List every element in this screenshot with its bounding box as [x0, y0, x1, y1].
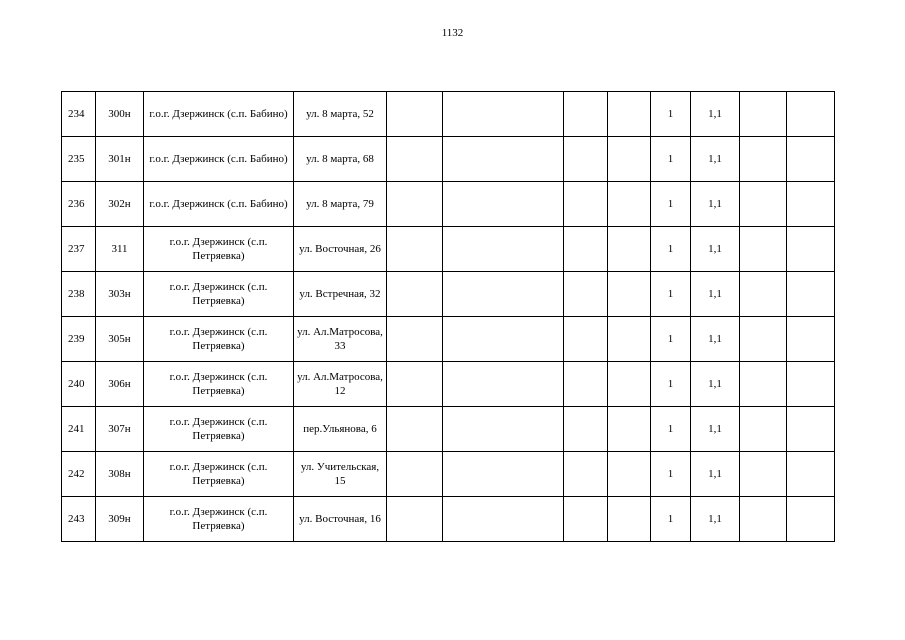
count-cell: 1 — [651, 497, 691, 542]
row-number-cell: 234 — [62, 92, 96, 137]
empty-cell — [740, 227, 787, 272]
empty-cell — [608, 317, 651, 362]
settlement-cell: г.о.г. Дзержинск (с.п. Петряевка) — [144, 317, 294, 362]
value-cell: 1,1 — [691, 137, 740, 182]
object-code-cell: 307н — [96, 407, 144, 452]
empty-cell — [740, 362, 787, 407]
value-cell: 1,1 — [691, 92, 740, 137]
empty-cell — [787, 92, 835, 137]
empty-cell — [740, 272, 787, 317]
empty-cell — [564, 272, 608, 317]
empty-cell — [787, 227, 835, 272]
empty-cell — [608, 362, 651, 407]
address-cell: ул. Учительская, 15 — [294, 452, 387, 497]
count-cell: 1 — [651, 452, 691, 497]
address-cell: ул. 8 марта, 79 — [294, 182, 387, 227]
empty-cell — [740, 317, 787, 362]
object-code-cell: 301н — [96, 137, 144, 182]
empty-cell — [787, 497, 835, 542]
registry-table-body — [62, 92, 835, 542]
address-cell: ул. Восточная, 16 — [294, 497, 387, 542]
address-cell: ул. 8 марта, 68 — [294, 137, 387, 182]
empty-cell — [564, 182, 608, 227]
empty-cell — [740, 137, 787, 182]
table-row — [62, 317, 835, 362]
count-cell: 1 — [651, 317, 691, 362]
empty-cell — [787, 362, 835, 407]
count-cell: 1 — [651, 92, 691, 137]
empty-cell — [740, 182, 787, 227]
value-cell: 1,1 — [691, 182, 740, 227]
address-cell: ул. Ал.Матросова, 33 — [294, 317, 387, 362]
table-row — [62, 497, 835, 542]
address-cell: ул. 8 марта, 52 — [294, 92, 387, 137]
empty-cell — [564, 407, 608, 452]
empty-cell — [787, 272, 835, 317]
empty-cell — [608, 272, 651, 317]
row-number-cell: 238 — [62, 272, 96, 317]
row-number-cell: 235 — [62, 137, 96, 182]
empty-cell — [443, 407, 564, 452]
value-cell: 1,1 — [691, 497, 740, 542]
table-row — [62, 452, 835, 497]
empty-cell — [387, 227, 443, 272]
empty-cell — [787, 182, 835, 227]
table-row — [62, 92, 835, 137]
empty-cell — [740, 452, 787, 497]
table-row — [62, 362, 835, 407]
value-cell: 1,1 — [691, 362, 740, 407]
count-cell: 1 — [651, 272, 691, 317]
settlement-cell: г.о.г. Дзержинск (с.п. Бабино) — [144, 92, 294, 137]
empty-cell — [443, 272, 564, 317]
count-cell: 1 — [651, 407, 691, 452]
settlement-cell: г.о.г. Дзержинск (с.п. Петряевка) — [144, 227, 294, 272]
empty-cell — [443, 497, 564, 542]
empty-cell — [387, 317, 443, 362]
empty-cell — [787, 407, 835, 452]
settlement-cell: г.о.г. Дзержинск (с.п. Петряевка) — [144, 272, 294, 317]
empty-cell — [387, 137, 443, 182]
empty-cell — [740, 497, 787, 542]
empty-cell — [608, 137, 651, 182]
address-cell: ул. Ал.Матросова, 12 — [294, 362, 387, 407]
settlement-cell: г.о.г. Дзержинск (с.п. Петряевка) — [144, 407, 294, 452]
empty-cell — [387, 407, 443, 452]
registry-table — [61, 91, 835, 542]
empty-cell — [564, 497, 608, 542]
table-row — [62, 137, 835, 182]
empty-cell — [387, 452, 443, 497]
empty-cell — [443, 227, 564, 272]
row-number-cell: 242 — [62, 452, 96, 497]
object-code-cell: 311 — [96, 227, 144, 272]
settlement-cell: г.о.г. Дзержинск (с.п. Петряевка) — [144, 497, 294, 542]
count-cell: 1 — [651, 137, 691, 182]
object-code-cell: 309н — [96, 497, 144, 542]
address-cell: ул. Встречная, 32 — [294, 272, 387, 317]
row-number-cell: 240 — [62, 362, 96, 407]
empty-cell — [608, 227, 651, 272]
empty-cell — [443, 92, 564, 137]
empty-cell — [443, 452, 564, 497]
empty-cell — [564, 92, 608, 137]
empty-cell — [608, 497, 651, 542]
value-cell: 1,1 — [691, 317, 740, 362]
settlement-cell: г.о.г. Дзержинск (с.п. Петряевка) — [144, 362, 294, 407]
table-row — [62, 272, 835, 317]
empty-cell — [387, 272, 443, 317]
empty-cell — [608, 182, 651, 227]
empty-cell — [387, 92, 443, 137]
address-cell: пер.Ульянова, 6 — [294, 407, 387, 452]
empty-cell — [387, 182, 443, 227]
object-code-cell: 306н — [96, 362, 144, 407]
value-cell: 1,1 — [691, 272, 740, 317]
empty-cell — [443, 137, 564, 182]
empty-cell — [787, 137, 835, 182]
address-cell: ул. Восточная, 26 — [294, 227, 387, 272]
empty-cell — [564, 227, 608, 272]
empty-cell — [740, 407, 787, 452]
empty-cell — [387, 362, 443, 407]
empty-cell — [443, 182, 564, 227]
table-row — [62, 182, 835, 227]
object-code-cell: 303н — [96, 272, 144, 317]
value-cell: 1,1 — [691, 407, 740, 452]
empty-cell — [787, 452, 835, 497]
row-number-cell: 236 — [62, 182, 96, 227]
page-number: 1132 — [441, 27, 464, 39]
value-cell: 1,1 — [691, 452, 740, 497]
row-number-cell: 237 — [62, 227, 96, 272]
empty-cell — [608, 92, 651, 137]
empty-cell — [787, 317, 835, 362]
empty-cell — [564, 137, 608, 182]
row-number-cell: 239 — [62, 317, 96, 362]
empty-cell — [443, 317, 564, 362]
count-cell: 1 — [651, 227, 691, 272]
object-code-cell: 300н — [96, 92, 144, 137]
row-number-cell: 241 — [62, 407, 96, 452]
empty-cell — [608, 407, 651, 452]
value-cell: 1,1 — [691, 227, 740, 272]
empty-cell — [740, 92, 787, 137]
row-number-cell: 243 — [62, 497, 96, 542]
empty-cell — [564, 452, 608, 497]
empty-cell — [608, 452, 651, 497]
empty-cell — [387, 497, 443, 542]
object-code-cell: 302н — [96, 182, 144, 227]
empty-cell — [443, 362, 564, 407]
settlement-cell: г.о.г. Дзержинск (с.п. Бабино) — [144, 182, 294, 227]
settlement-cell: г.о.г. Дзержинск (с.п. Бабино) — [144, 137, 294, 182]
empty-cell — [564, 362, 608, 407]
object-code-cell: 305н — [96, 317, 144, 362]
settlement-cell: г.о.г. Дзержинск (с.п. Петряевка) — [144, 452, 294, 497]
count-cell: 1 — [651, 362, 691, 407]
empty-cell — [564, 317, 608, 362]
object-code-cell: 308н — [96, 452, 144, 497]
table-row — [62, 227, 835, 272]
table-row — [62, 407, 835, 452]
count-cell: 1 — [651, 182, 691, 227]
